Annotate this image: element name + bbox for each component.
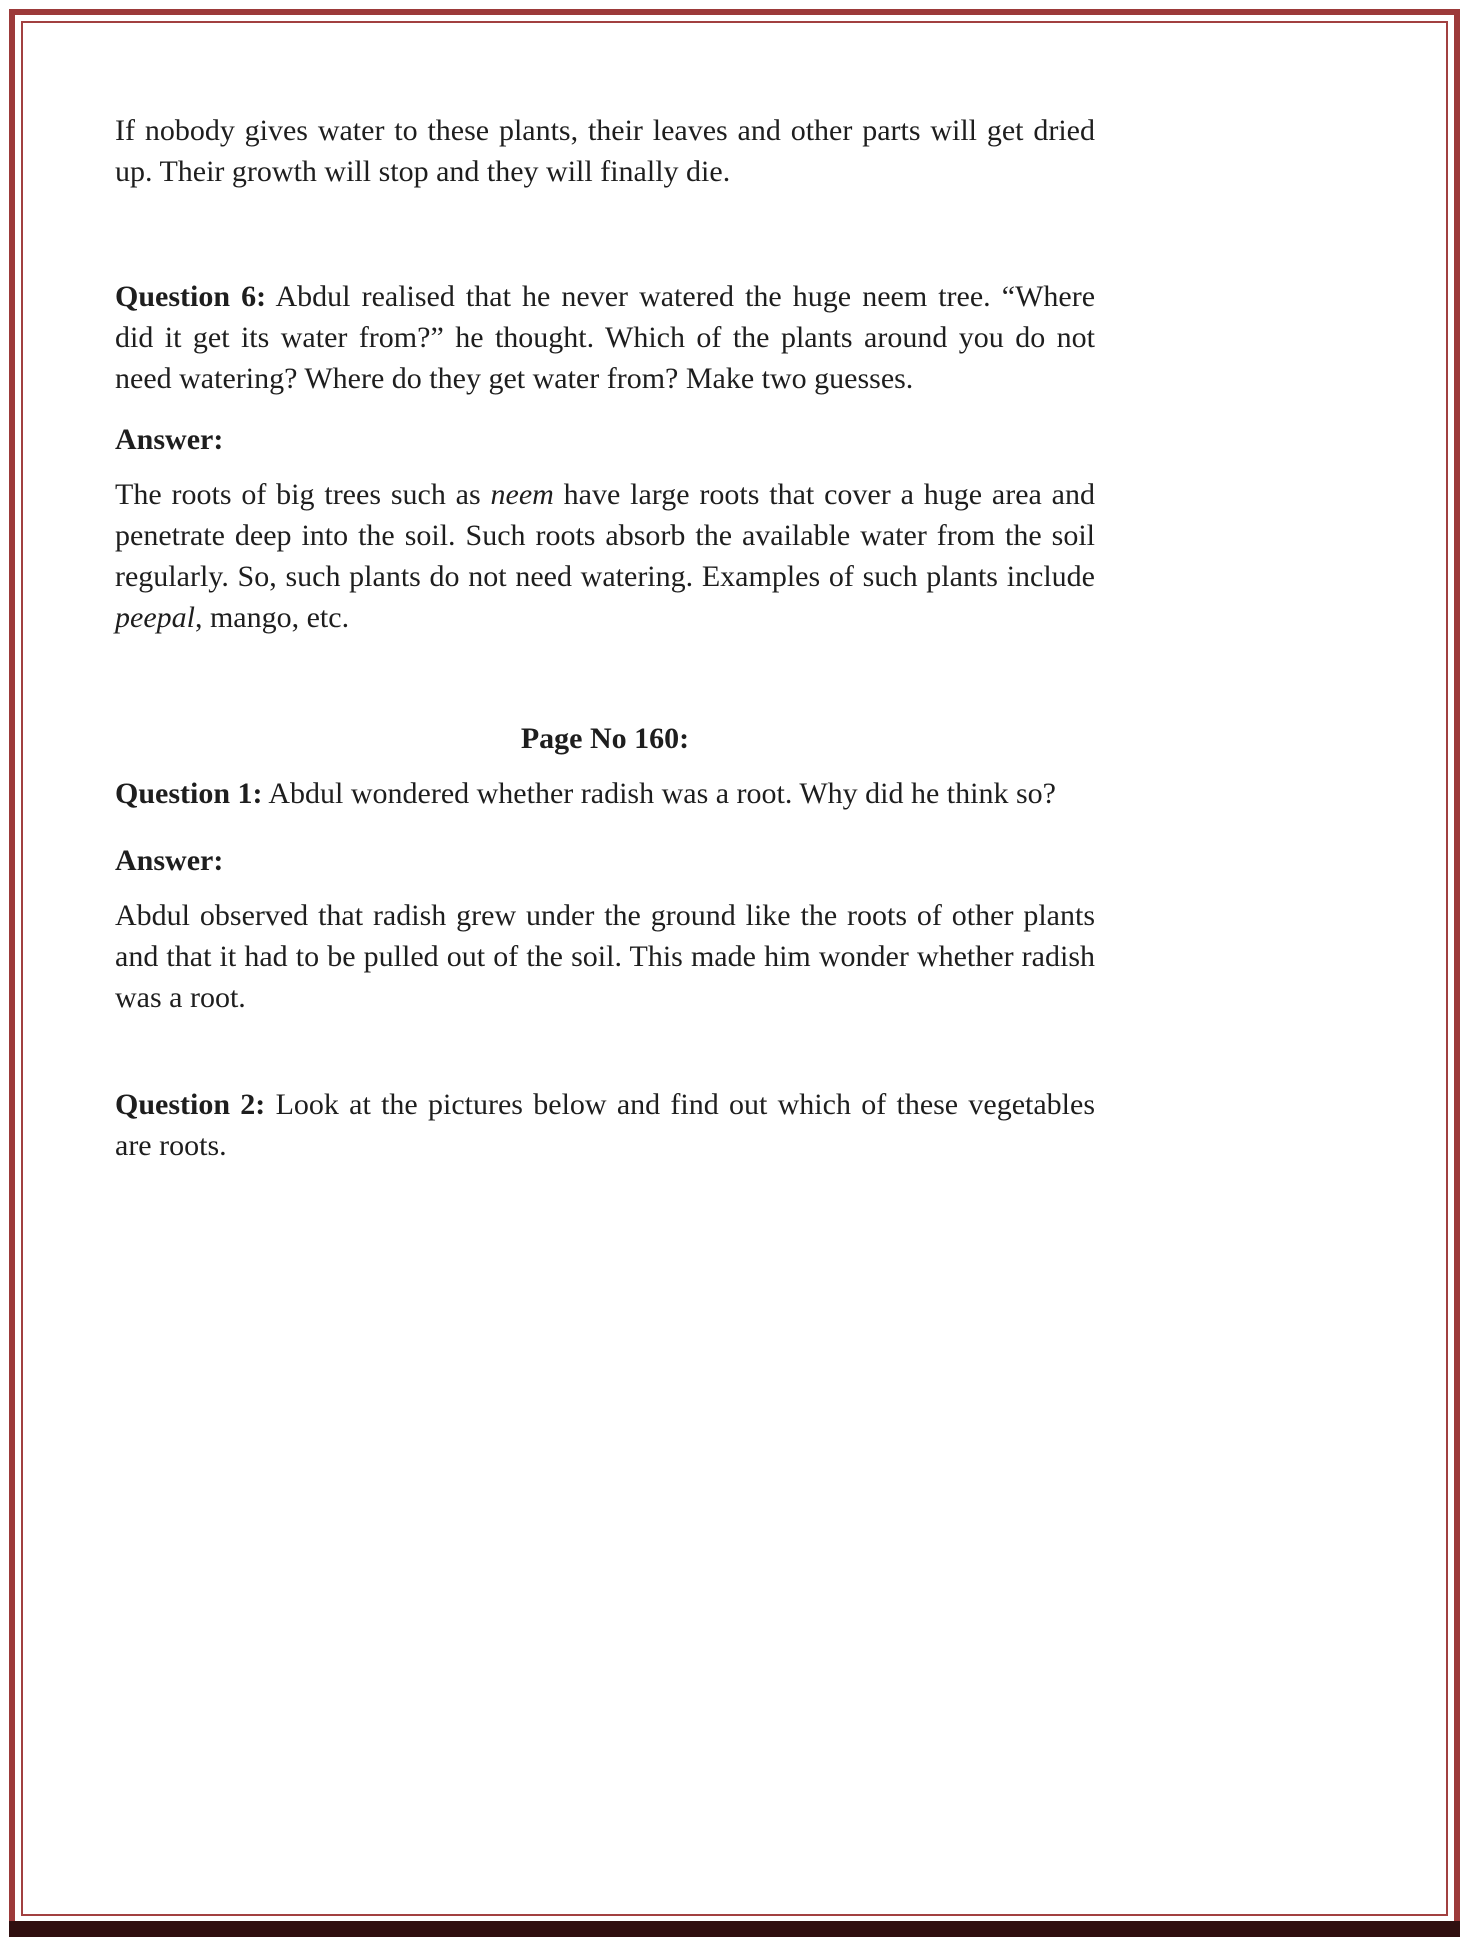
answer-1-label: Answer: bbox=[115, 844, 224, 877]
document-content bbox=[115, 110, 1095, 1166]
question-1-label: Question 1: bbox=[115, 777, 263, 810]
answer-6-paragraph bbox=[115, 474, 1095, 638]
question-6-text: Abdul realised that he never watered the huge neem tree. “Where did it get its water from?” he thought. Which of the plants around you do not need watering? Where do they get water from? Make two guesses. bbox=[115, 280, 1096, 395]
question-1-text: Abdul wondered whether radish was a root. Why did he think so? bbox=[262, 777, 1056, 810]
question-2-label: Question 2: bbox=[115, 1088, 266, 1121]
question-1 bbox=[115, 773, 1095, 814]
answer-6-text-2: have large roots that cover a huge area and penetrate deep into the soil. Such roots absorb the available water from the soil regularly. So, such plants do not need watering. Examples of such plants include bbox=[115, 478, 1095, 593]
answer-6-heading bbox=[115, 419, 1095, 460]
intro-paragraph: If nobody gives water to these plants, their leaves and other parts will get dried up. Their growth will stop and they will finally die. bbox=[115, 114, 1095, 188]
answer-6-text-1: The roots of big trees such as bbox=[115, 478, 491, 511]
question-6 bbox=[115, 276, 1095, 399]
answer-6-label: Answer: bbox=[115, 423, 224, 456]
page-bottom-edge bbox=[9, 1921, 1460, 1937]
question-6-label: Question 6: bbox=[115, 280, 267, 313]
question-2-text: Look at the pictures below and find out which of these vegetables are roots. bbox=[115, 1088, 1096, 1162]
answer-1-heading bbox=[115, 840, 1095, 881]
answer-6-text-3: , mango, etc. bbox=[194, 601, 350, 634]
question-2 bbox=[115, 1084, 1095, 1166]
answer-6-italic-neem: neem bbox=[490, 478, 554, 511]
answer-1-paragraph: Abdul observed that radish grew under the ground like the roots of other plants and that it had to be pulled out of the soil. This made him wonder whether radish was a root. bbox=[115, 899, 1095, 1014]
page-number-heading: Page No 160: bbox=[520, 722, 690, 755]
answer-6-italic-peepal: peepal bbox=[115, 601, 195, 634]
